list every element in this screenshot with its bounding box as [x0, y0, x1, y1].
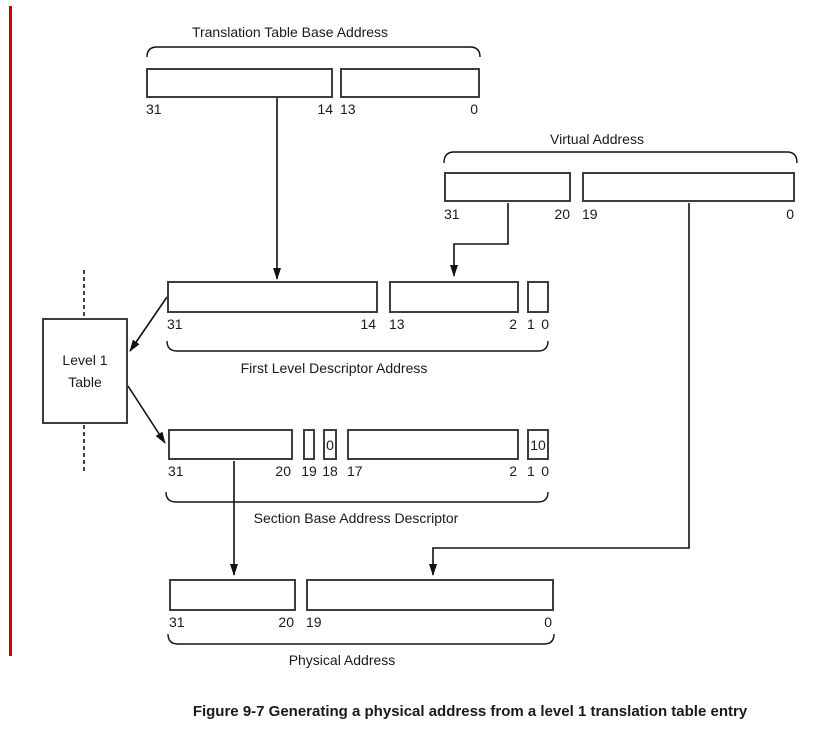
bit-number: 20 [275, 463, 291, 479]
sbad-box-18-value: 0 [326, 436, 334, 453]
flda-box-31-14 [167, 281, 378, 313]
sbad-bits-31-20 [168, 463, 291, 479]
flda-label: First Level Descriptor Address [240, 360, 428, 376]
bit-number: 31 [169, 614, 185, 630]
flda-bits-31-14 [167, 316, 376, 332]
sbad-label: Section Base Address Descriptor [253, 510, 459, 526]
bit-number: 18 [322, 463, 338, 479]
va-box-19-0 [582, 172, 795, 202]
bit-number: 31 [167, 316, 183, 332]
bit-number: 0 [544, 614, 552, 630]
bit-number: 14 [317, 101, 333, 117]
sbad-box-1-0-value: 10 [530, 436, 546, 453]
bit-number: 14 [360, 316, 376, 332]
pa-bits-19-0 [306, 614, 552, 630]
bit-number: 0 [786, 206, 794, 222]
sbad-box-19 [303, 429, 315, 460]
virtual-address-label: Virtual Address [550, 131, 644, 147]
bit-number: 1 [527, 316, 535, 332]
bit-number: 19 [301, 463, 317, 479]
flda-box-1-0 [527, 281, 549, 313]
sbad-bit-18 [315, 463, 345, 479]
bit-number: 13 [340, 101, 356, 117]
bit-number: 20 [554, 206, 570, 222]
brace-physical-address [168, 634, 554, 644]
bit-number: 0 [541, 463, 549, 479]
pa-box-31-20 [169, 579, 296, 611]
sbad-bits-17-2 [347, 463, 517, 479]
bit-number: 0 [470, 101, 478, 117]
bit-number: 31 [444, 206, 460, 222]
bit-number: 31 [168, 463, 184, 479]
flda-bits-13-2 [389, 316, 517, 332]
bit-number: 2 [509, 316, 517, 332]
bit-number: 13 [389, 316, 405, 332]
flda-box-13-2 [389, 281, 519, 313]
brace-virtual-address [444, 152, 797, 163]
sbad-box-31-20 [168, 429, 293, 460]
pa-box-19-0 [306, 579, 554, 611]
change-bar [9, 6, 12, 656]
sbad-box-1-0 [527, 429, 549, 460]
ttb-label: Translation Table Base Address [191, 24, 389, 40]
bit-number: 2 [509, 463, 517, 479]
bit-number: 31 [146, 101, 162, 117]
brace-translation-table-base-address [147, 47, 480, 57]
va-box-31-20 [444, 172, 571, 202]
physical-address-label: Physical Address [288, 652, 396, 668]
arrow-level1-table-to-section-descriptor [128, 386, 165, 443]
bit-number: 17 [347, 463, 363, 479]
sbad-box-17-2 [347, 429, 519, 460]
bit-number: 1 [527, 463, 535, 479]
flda-bits-1-0 [527, 316, 549, 332]
brace-section-base-address-descriptor [166, 492, 548, 502]
bit-number: 0 [541, 316, 549, 332]
bit-number: 19 [306, 614, 322, 630]
arrow-descriptor-address-to-level1-table [130, 297, 167, 351]
level1-table-line2: Table [68, 374, 102, 390]
brace-first-level-descriptor-address [167, 341, 548, 351]
ttb-bits-13-0 [340, 101, 478, 117]
va-bits-19-0 [582, 206, 794, 222]
va-bits-31-20 [444, 206, 570, 222]
level1-table-box [42, 318, 128, 424]
level1-table-line1: Level 1 [62, 352, 108, 368]
bit-number: 19 [582, 206, 598, 222]
ttb-box-13-0 [340, 68, 480, 98]
bit-number: 20 [278, 614, 294, 630]
ttb-box-31-14 [146, 68, 333, 98]
pa-bits-31-20 [169, 614, 294, 630]
ttb-bits-31-14 [146, 101, 333, 117]
sbad-box-18 [323, 429, 337, 460]
figure-caption: Figure 9-7 Generating a physical address from a level 1 translation table entry [192, 703, 748, 720]
sbad-bits-1-0 [527, 463, 549, 479]
